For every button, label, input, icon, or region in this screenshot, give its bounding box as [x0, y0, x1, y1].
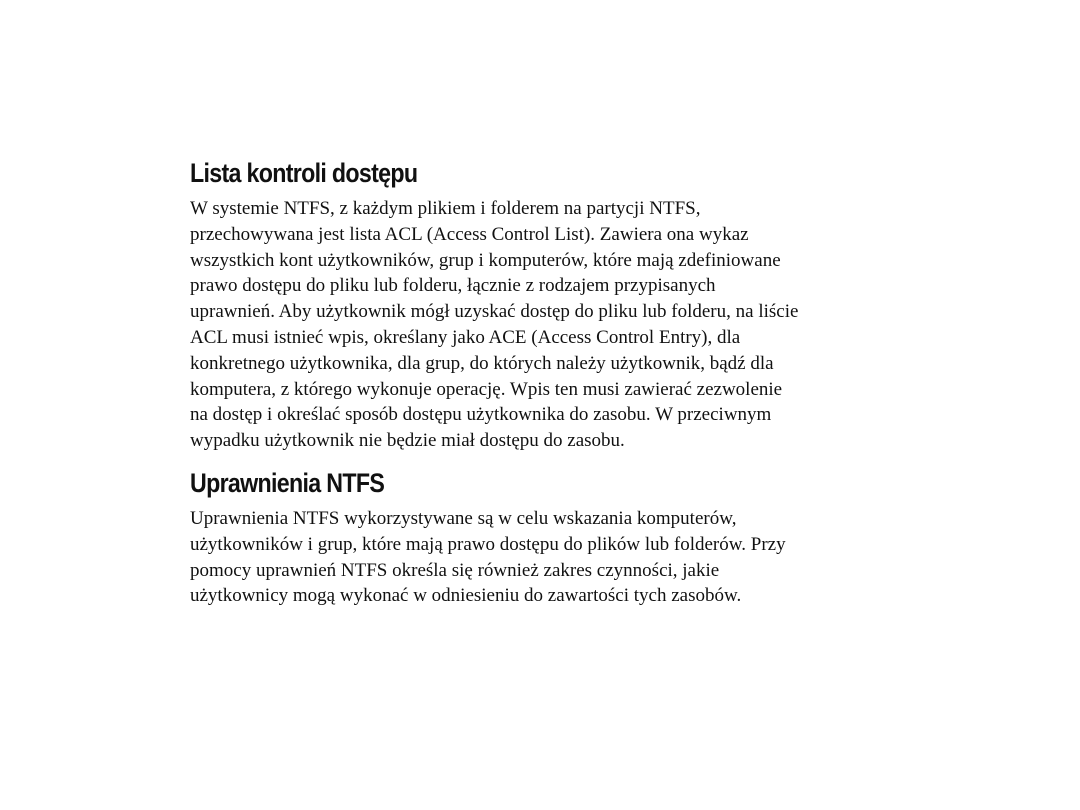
paragraph-line: prawo dostępu do pliku lub folderu, łącznie z rodzajem przypisanych — [190, 275, 716, 297]
section-paragraph-ntfs-permissions — [190, 506, 910, 609]
paragraph-line: Uprawnienia NTFS wykorzystywane są w celu wskazania komputerów, — [190, 507, 737, 529]
paragraph-line: komputera, z którego wykonuje operację. Wpis ten musi zawierać zezwolenie — [190, 378, 783, 400]
section-paragraph-access-control-list — [190, 196, 910, 454]
paragraph-line: użytkowników i grup, które mają prawo dostępu do plików lub folderów. Przy — [190, 533, 786, 555]
paragraph-line: uprawnień. Aby użytkownik mógł uzyskać dostęp do pliku lub folderu, na liście — [190, 301, 799, 323]
section-heading-ntfs-permissions: Uprawnienia NTFS — [190, 467, 385, 498]
paragraph-line: pomocy uprawnień NTFS określa się również zakres czynności, jakie — [190, 559, 720, 581]
paragraph-line: użytkownicy mogą wykonać w odniesieniu do zawartości tych zasobów. — [190, 585, 742, 607]
paragraph-line: ACL musi istnieć wpis, określany jako ACE (Access Control Entry), dla — [190, 326, 741, 348]
paragraph-line: wypadku użytkownik nie będzie miał dostępu do zasobu. — [190, 430, 625, 452]
paragraph-line: przechowywana jest lista ACL (Access Control List). Zawiera ona wykaz — [190, 223, 749, 245]
paragraph-line: wszystkich kont użytkowników, grup i komputerów, które mają zdefiniowane — [190, 249, 781, 271]
section-heading-access-control-list: Lista kontroli dostępu — [190, 158, 418, 188]
paragraph-line: konkretnego użytkownika, dla grup, do których należy użytkownik, bądź dla — [190, 352, 774, 374]
paragraph-line: na dostęp i określać sposób dostępu użytkownika do zasobu. W przeciwnym — [190, 404, 772, 426]
document-page — [190, 156, 910, 609]
paragraph-line: W systemie NTFS, z każdym plikiem i folderem na partycji NTFS, — [190, 198, 701, 219]
